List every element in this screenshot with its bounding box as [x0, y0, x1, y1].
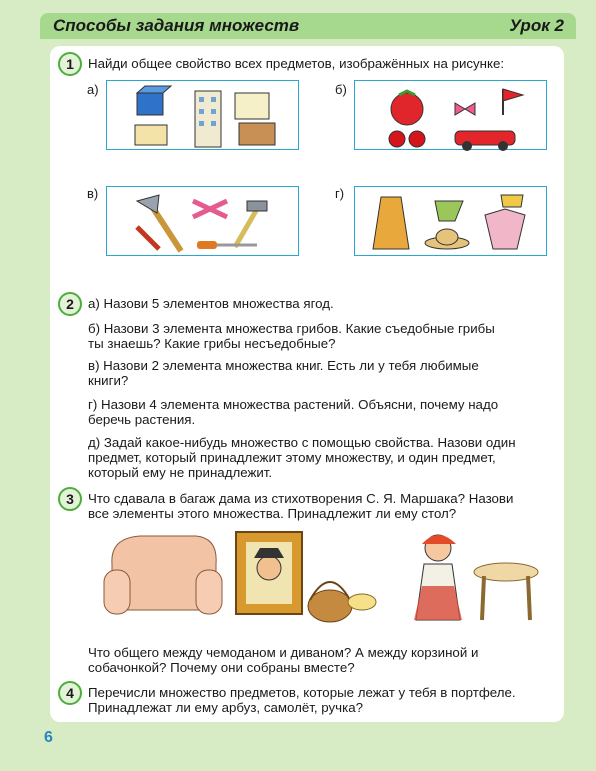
task-2-c-line-1: в) Назови 2 элемента множества книг. Есть ли у тебя любимые — [88, 358, 479, 373]
picture-box-b — [354, 80, 547, 150]
luggage-drawing — [100, 524, 540, 634]
picture-box-d — [354, 186, 547, 256]
task-3-question-line-1: Что общего между чемоданом и диваном? А между корзиной и — [88, 645, 479, 660]
task-2-d-line-1: г) Назови 4 элемента множества растений. Объясни, почему надо — [88, 397, 499, 412]
task-1-label-d: г) — [335, 186, 345, 201]
task-3-question-line-2: собачонкой? Почему они собраны вместе? — [88, 660, 355, 675]
task-1-text: Найди общее свойство всех предметов, изображённых на рисунке: — [88, 56, 505, 71]
task-4-number: 4 — [58, 681, 82, 705]
task-2-number: 2 — [58, 292, 82, 316]
boxes-illustration — [107, 81, 300, 151]
tools-illustration — [107, 187, 300, 257]
page-number: 6 — [44, 729, 53, 746]
task-2-c-line-2: книги? — [88, 373, 129, 388]
picture-box-c — [106, 186, 299, 256]
task-2-a: а) Назови 5 элементов множества ягод. — [88, 296, 334, 311]
task-2-b-line-2: ты знаешь? Какие грибы несъедобные? — [88, 336, 336, 351]
task-2-e-line-3: который ему не принадлежит. — [88, 465, 273, 480]
task-1-label-b: б) — [335, 82, 347, 97]
header-lesson: Урок 2 — [509, 16, 564, 35]
task-4-line-1: Перечисли множество предметов, которые лежат у тебя в портфеле. — [88, 685, 516, 700]
task-4-line-2: Принадлежат ли ему арбуз, самолёт, ручка? — [88, 700, 363, 715]
task-1-label-c: в) — [87, 186, 99, 201]
task-1-number: 1 — [58, 52, 82, 76]
task-3-number: 3 — [58, 487, 82, 511]
clothes-illustration — [355, 187, 548, 257]
task-2-e-line-2: предмет, который принадлежит этому множеству, и один предмет, — [88, 450, 496, 465]
task-3-line-2: все элементы этого множества. Принадлежит ли ему стол? — [88, 506, 457, 521]
header-title: Способы задания множеств — [53, 16, 300, 35]
red-objects-illustration — [355, 81, 548, 151]
task-2-b-line-1: б) Назови 3 элемента множества грибов. Какие съедобные грибы — [88, 321, 495, 336]
lesson-header — [40, 13, 576, 39]
task-1-label-a: а) — [87, 82, 99, 97]
task-2-d-line-2: беречь растения. — [88, 412, 196, 427]
luggage-illustration — [100, 524, 540, 634]
task-2-e-line-1: д) Задай какое-нибудь множество с помощью свойства. Назови один — [88, 435, 516, 450]
task-3-line-1: Что сдавала в багаж дама из стихотворения С. Я. Маршака? Назови — [88, 491, 514, 506]
picture-box-a — [106, 80, 299, 150]
